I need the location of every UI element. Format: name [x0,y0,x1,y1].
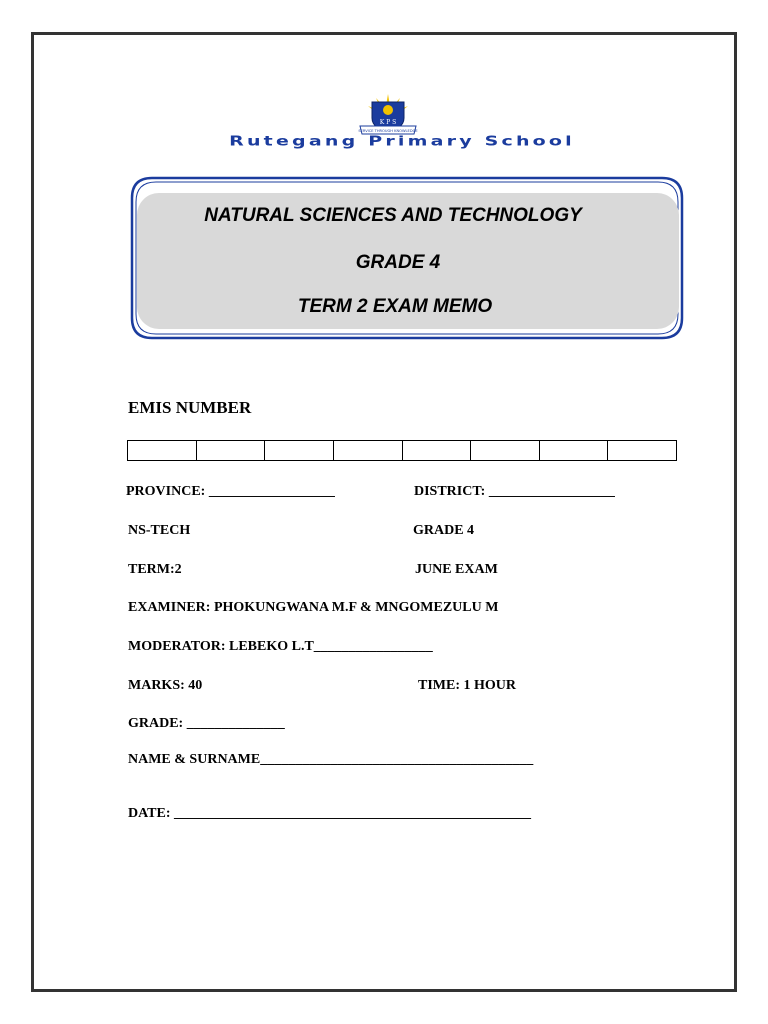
school-name: Rutegang Primary School [229,133,575,149]
moderator-label: MODERATOR: LEBEKO L.T_________________ [128,639,433,654]
province-field[interactable]: PROVINCE: __________________ [126,484,335,499]
emis-cell[interactable] [334,441,403,460]
emis-cell[interactable] [608,441,676,460]
district-field[interactable]: DISTRICT: __________________ [414,484,615,499]
emis-cell[interactable] [197,441,266,460]
date-field[interactable]: DATE: ___________________________________________________ [128,806,532,821]
emis-number-grid[interactable] [127,440,677,461]
exam-title: TERM 2 EXAM MEMO [297,296,493,317]
marks-label: MARKS: 40 [128,678,203,693]
emis-cell[interactable] [403,441,472,460]
term-label: TERM:2 [128,562,182,577]
emis-number-label: EMIS NUMBER [128,398,252,417]
school-crest-logo [356,92,420,136]
crest-initials: K P S [379,119,397,126]
subject-title: NATURAL SCIENCES AND TECHNOLOGY [204,205,582,226]
grade-title: GRADE 4 [355,252,441,273]
crest-motto: SERVICE THROUGH KNOWLEDGE [358,129,418,133]
emis-cell[interactable] [265,441,334,460]
subject-label: NS-TECH [128,523,191,538]
grade-label: GRADE 4 [413,523,475,538]
exam-label: JUNE EXAM [415,562,498,577]
time-label: TIME: 1 HOUR [418,678,516,693]
emis-cell[interactable] [471,441,540,460]
name-surname-field[interactable]: NAME & SURNAME_______________________________________ [128,752,534,767]
emis-cell[interactable] [128,441,197,460]
grade-field[interactable]: GRADE: ______________ [128,716,285,731]
examiner-label: EXAMINER: PHOKUNGWANA M.F & MNGOMEZULU M [128,600,499,615]
emis-cell[interactable] [540,441,609,460]
